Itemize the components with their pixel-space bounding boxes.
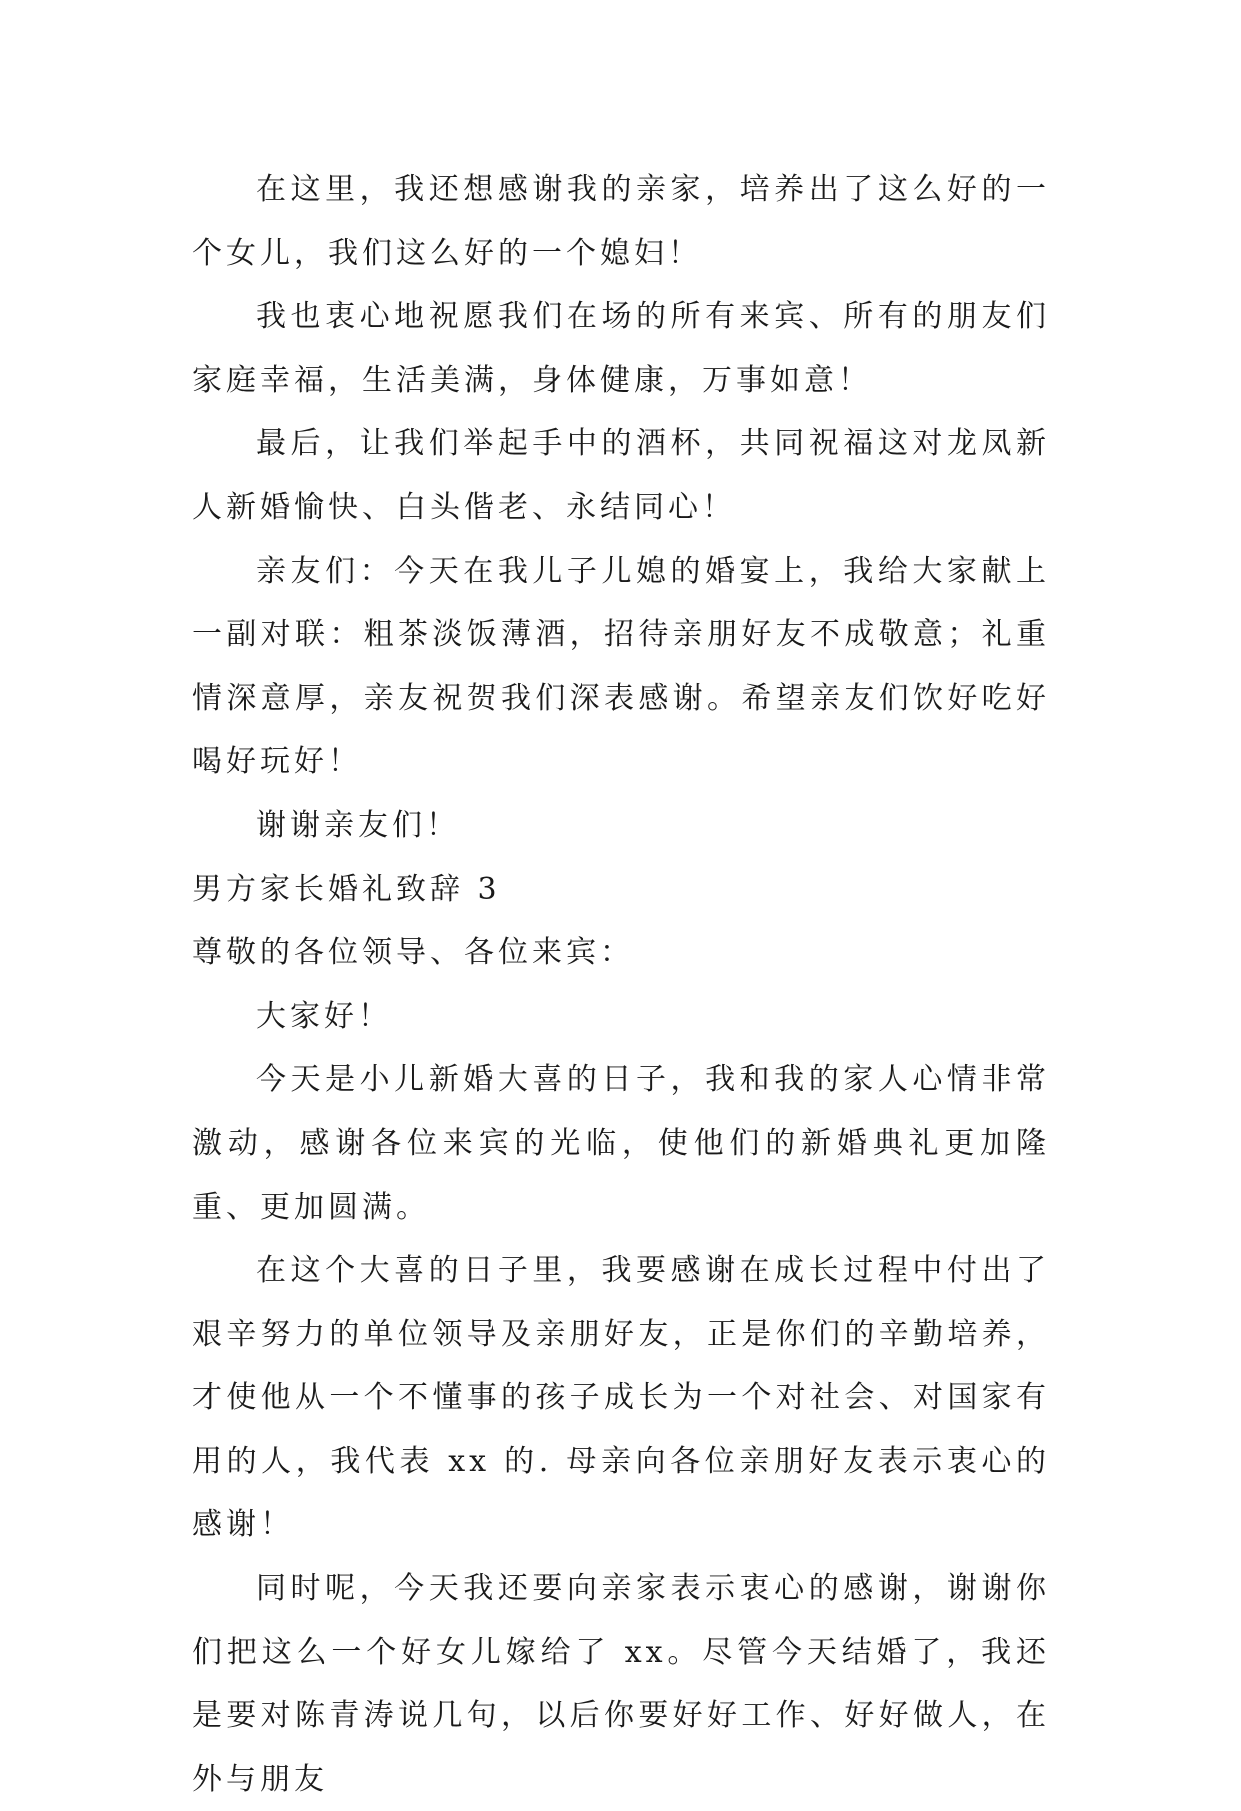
paragraph-thanks-leaders: 在这个大喜的日子里，我要感谢在成长过程中付出了艰辛努力的单位领导及亲朋好友，正是你们的辛勤培养，才使他从一个不懂事的孩子成长为一个对社会、对国家有用的人，我代表 xx 的. 母亲向各位亲朋好友表示衷心的感谢！ [192,1253,1050,1543]
section-heading: 男方家长婚礼致辞 3 [192,871,501,907]
paragraph-greeting: 大家好！ [256,998,392,1034]
paragraph-thanks-in-laws-2: 同时呢，今天我还要向亲家表示衷心的感谢，谢谢你们把这么一个好女儿嫁给了 xx。尽管今天结婚了，我还是要对陈青涛说几句，以后你要好好工作、好好做人，在外与朋友 [192,1571,1050,1797]
document-body [192,158,1050,1811]
paragraph-thanks-in-laws: 在这里，我还想感谢我的亲家，培养出了这么好的一个女儿，我们这么好的一个媳妇！ [192,172,1050,271]
salutation: 尊敬的各位领导、各位来宾： [192,935,634,971]
paragraph-thanks-friends: 谢谢亲友们！ [256,807,460,843]
paragraph-wedding-day: 今天是小儿新婚大喜的日子，我和我的家人心情非常激动，感谢各位来宾的光临，使他们的新婚典礼更加隆重、更加圆满。 [192,1062,1050,1225]
paragraph-couplet: 亲友们：今天在我儿子儿媳的婚宴上，我给大家献上一副对联：粗茶淡饭薄酒，招待亲朋好友不成敬意；礼重情深意厚，亲友祝贺我们深表感谢。希望亲友们饮好吃好喝好玩好！ [192,553,1050,780]
paragraph-wishes-guests: 我也衷心地祝愿我们在场的所有来宾、所有的朋友们家庭幸福，生活美满，身体健康，万事如意！ [192,299,1050,398]
paragraph-toast: 最后，让我们举起手中的酒杯，共同祝福这对龙凤新人新婚愉快、白头偕老、永结同心！ [192,426,1050,525]
